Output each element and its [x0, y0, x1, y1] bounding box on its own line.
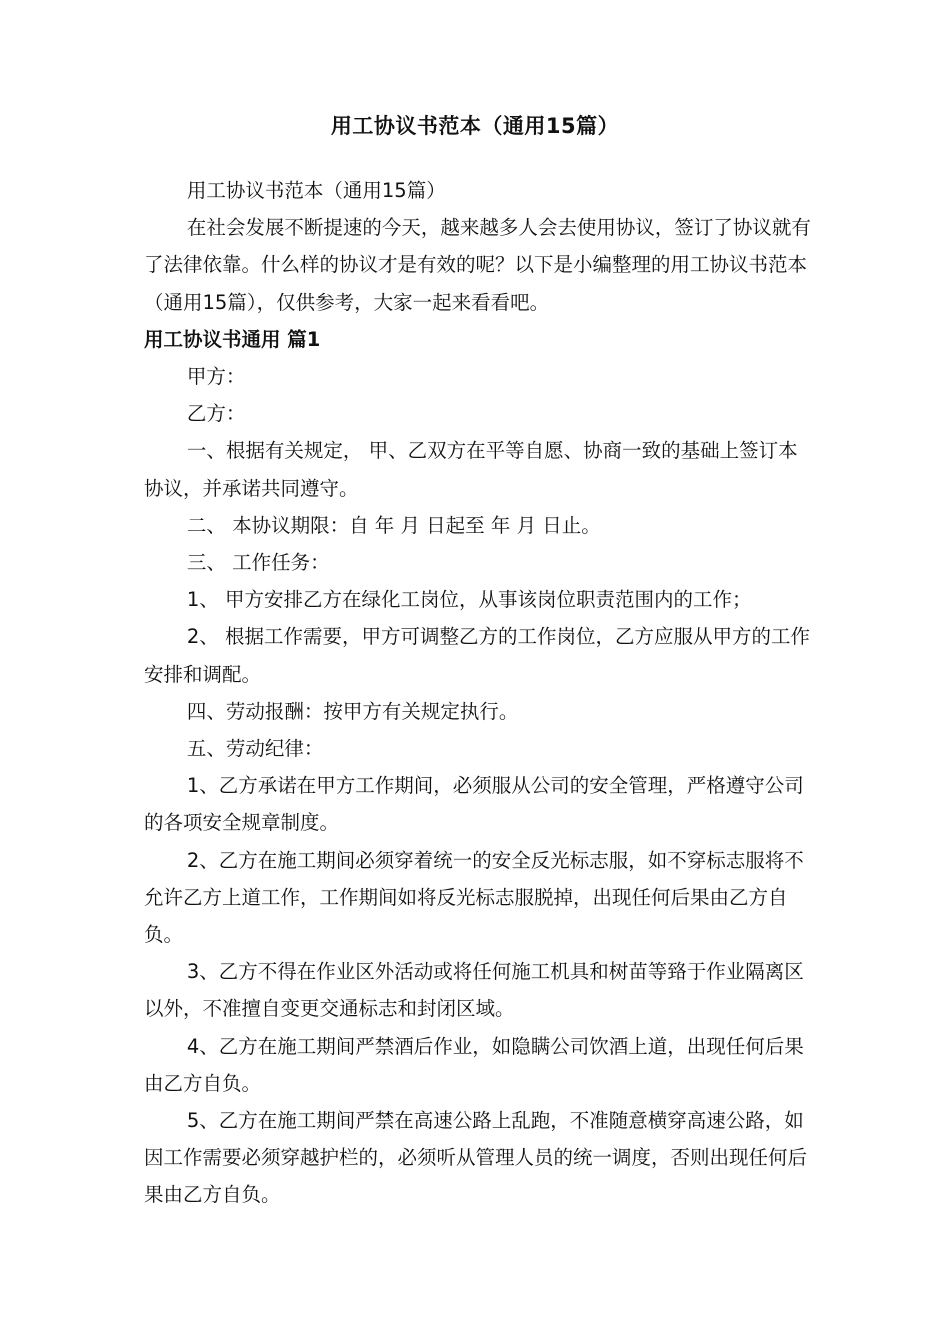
- clause-3-item-1: 1、 甲方安排乙方在绿化工岗位，从事该岗位职责范围内的工作；: [186, 588, 752, 612]
- document-body: [144, 172, 814, 1214]
- clause-5: 五、劳动纪律：: [186, 737, 324, 761]
- clause-4: 四、劳动报酬：按甲方有关规定执行。: [186, 699, 519, 723]
- clause-3-item-2: 2、 根据工作需要，甲方可调整乙方的工作岗位，乙方应服从甲方的工作安排和调配。: [144, 625, 810, 686]
- clause-1: 一、根据有关规定， 甲、乙双方在平等自愿、协商一致的基础上签订本协议，并承诺共同遵守。: [144, 439, 798, 500]
- section-heading: 用工协议书通用 篇1: [144, 327, 321, 351]
- intro-title-line: 用工协议书范本（通用15篇）: [186, 179, 446, 202]
- document-title: 用工协议书范本（通用15篇）: [330, 114, 620, 138]
- clause-5-item-1: 1、乙方承诺在甲方工作期间，必须服从公司的安全管理，严格遵守公司的各项安全规章制度。: [144, 774, 804, 835]
- intro-paragraph: 在社会发展不断提速的今天，越来越多人会去使用协议，签订了协议就有了法律依靠。什么样的协议才是有效的呢？以下是小编整理的用工协议书范本（通用15篇），仅供参考，大家一起来看看吧。: [144, 216, 811, 314]
- clause-2: 二、 本协议期限：自 年 月 日起至 年 月 日止。: [186, 513, 601, 537]
- party-a-line: 甲方：: [186, 365, 246, 389]
- party-b-line: 乙方：: [186, 402, 246, 426]
- clause-5-item-5: 5、乙方在施工期间严禁在高速公路上乱跑，不准随意横穿高速公路，如因工作需要必须穿越护栏的，必须听从管理人员的统一调度，否则出现任何后果由乙方自负。: [144, 1109, 808, 1207]
- clause-5-item-2: 2、乙方在施工期间必须穿着统一的安全反光标志服，如不穿标志服将不允许乙方上道工作，工作期间如将反光标志服脱掉，出现任何后果由乙方自负。: [144, 848, 804, 947]
- clause-5-item-3: 3、乙方不得在作业区外活动或将任何施工机具和树苗等臵于作业隔离区以外，不准擅自变更交通标志和封闭区域。: [144, 960, 804, 1021]
- clause-5-item-4: 4、乙方在施工期间严禁酒后作业，如隐瞒公司饮酒上道，出现任何后果由乙方自负。: [144, 1034, 804, 1095]
- clause-3: 三、 工作任务：: [186, 551, 330, 575]
